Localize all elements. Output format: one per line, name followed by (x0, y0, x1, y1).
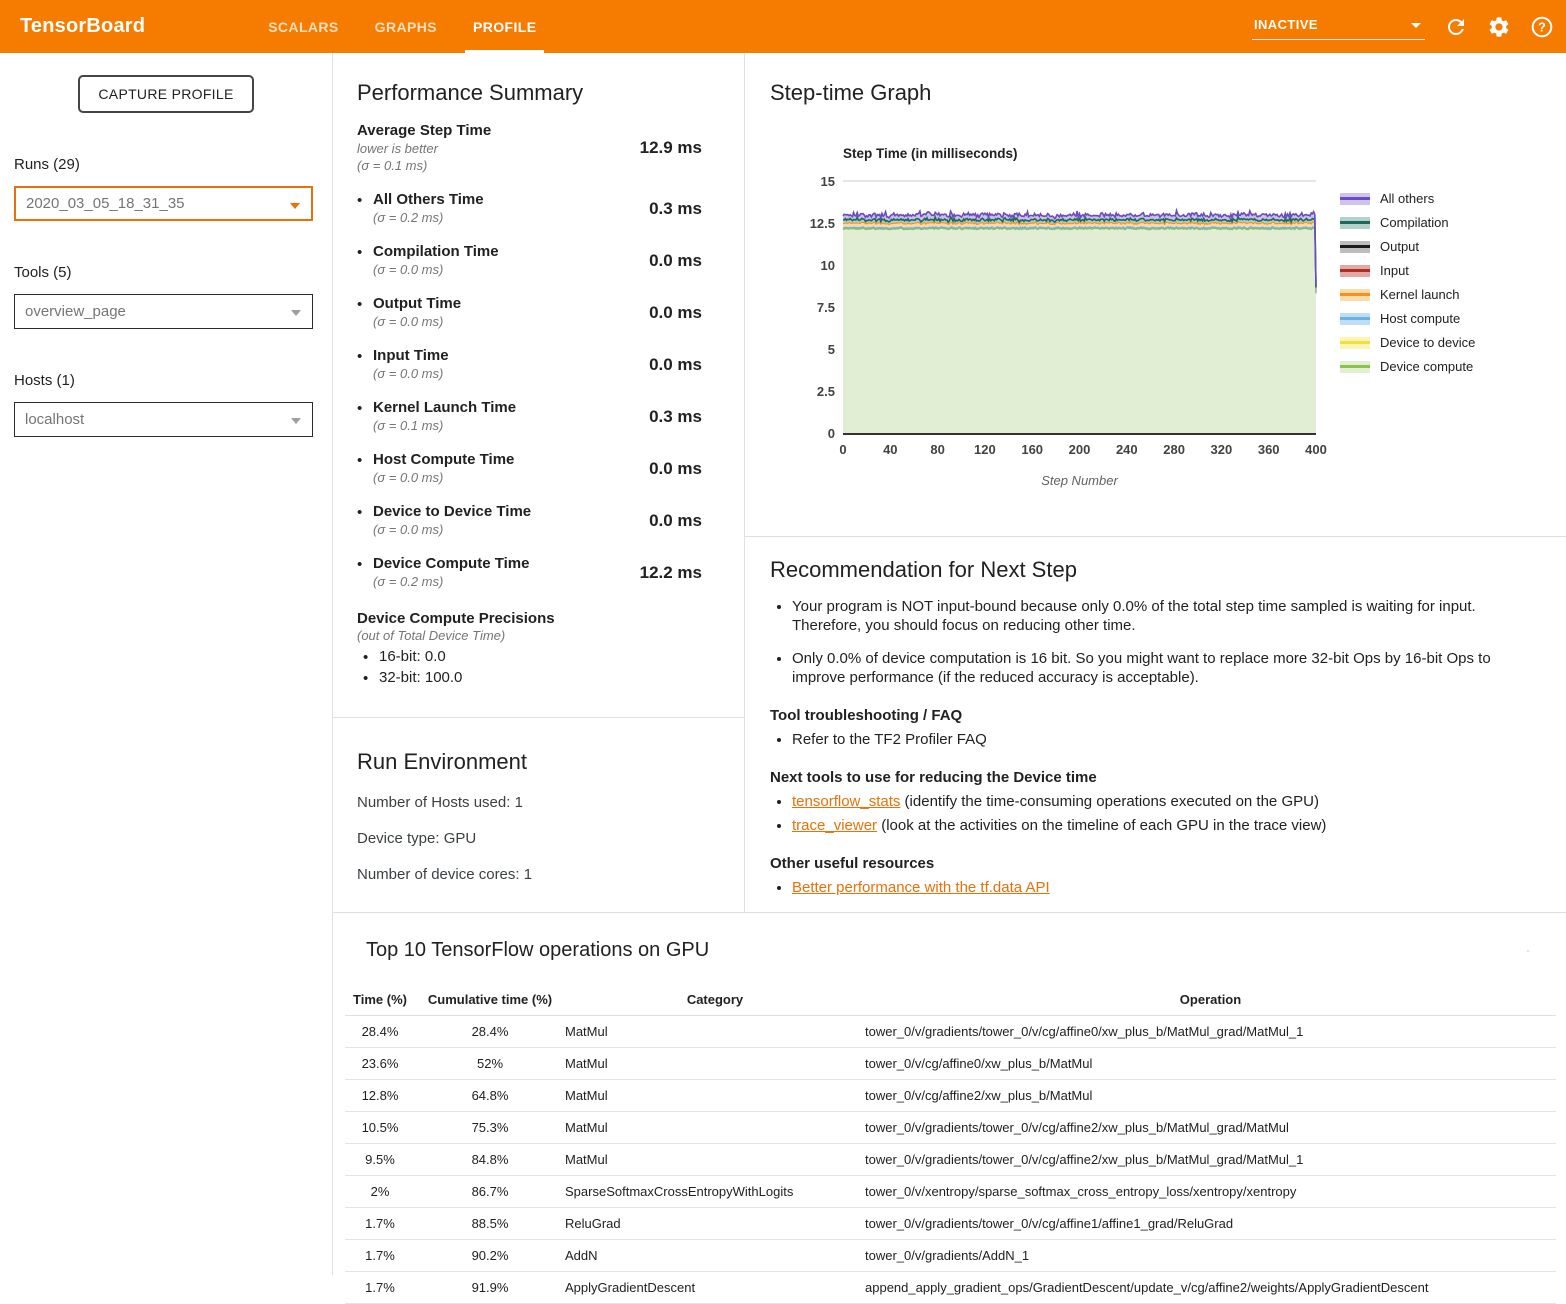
table-cell: append_apply_gradient_ops/GradientDescent/update_v/cg/affine2/weights/ApplyGradientDescent (865, 1272, 1556, 1304)
svg-text:10: 10 (820, 258, 835, 273)
metric-sigma: (σ = 0.1 ms) (373, 418, 444, 433)
metric-row (357, 555, 744, 590)
bullet-icon: • (357, 192, 363, 209)
table-cell: tower_0/v/gradients/tower_0/v/cg/affine0/xw_plus_b/MatMul_grad/MatMul_1 (865, 1016, 1556, 1048)
run-environment-line: Device type: GPU (357, 830, 477, 847)
legend-label: Host compute (1380, 311, 1461, 326)
legend-item (1340, 311, 1475, 326)
resource-link[interactable]: Better performance with the tf.data API (792, 879, 1050, 896)
run-environment-lines (357, 794, 744, 883)
svg-text:12.5: 12.5 (809, 216, 835, 231)
metric-info (357, 347, 449, 382)
svg-text:7.5: 7.5 (816, 300, 835, 315)
gear-icon[interactable] (1487, 15, 1511, 39)
metric-info (357, 503, 531, 538)
table-row (345, 1112, 1556, 1144)
metric-text (373, 347, 449, 382)
next-tools-heading: Next tools to use for reducing the Device time (770, 769, 1097, 786)
table-row (345, 1144, 1556, 1176)
resource-link-item (792, 878, 1521, 897)
recommendation-title: Recommendation for Next Step (770, 557, 1077, 582)
performance-summary-title: Performance Summary (357, 80, 584, 105)
table-cell: 52% (415, 1048, 565, 1080)
metric-text (357, 122, 491, 174)
table-cell: 1.7% (345, 1240, 415, 1272)
table-cell: 75.3% (415, 1112, 565, 1144)
other-resources-heading: Other useful resources (770, 855, 935, 872)
metric-sigma: (σ = 0.1 ms) (357, 158, 428, 173)
metric-label: Input Time (373, 347, 449, 364)
metric-info (357, 451, 514, 486)
svg-text:160: 160 (1021, 442, 1044, 457)
table-cell: 88.5% (415, 1208, 565, 1240)
legend-swatch-icon (1340, 265, 1370, 277)
navbar-actions (1252, 0, 1554, 53)
legend-label: Input (1380, 263, 1409, 278)
svg-text:Step Time (in milliseconds): Step Time (in milliseconds) (843, 146, 1018, 161)
runs-value: 2020_03_05_18_31_35 (26, 195, 185, 212)
bullet-icon: • (357, 504, 363, 521)
run-environment-line: Number of Hosts used: 1 (357, 794, 523, 811)
metric-label: Compilation Time (373, 243, 499, 260)
metric-row (357, 451, 744, 486)
metric-row (357, 503, 744, 538)
table-cell: tower_0/v/gradients/tower_0/v/cg/affine2/xw_plus_b/MatMul_grad/MatMul_1 (865, 1144, 1556, 1176)
table-cell: tower_0/v/cg/affine0/xw_plus_b/MatMul (865, 1048, 1556, 1080)
reload-icon[interactable] (1444, 15, 1468, 39)
chevron-up-icon[interactable] (1520, 946, 1536, 956)
recommendation-section (745, 537, 1566, 897)
metric-label: Device to Device Time (373, 503, 532, 520)
tab-graphs[interactable]: GRAPHS (374, 18, 437, 35)
metric-value: 12.9 ms (639, 138, 702, 157)
svg-text:320: 320 (1210, 442, 1233, 457)
metric-info (357, 122, 491, 174)
legend-item (1340, 335, 1475, 350)
chart-legend (1340, 191, 1475, 383)
help-icon[interactable] (1530, 15, 1554, 39)
table-cell: MatMul (565, 1144, 865, 1176)
app-title: TensorBoard (20, 15, 146, 37)
tab-profile[interactable]: PROFILE (455, 0, 554, 53)
metric-sigma: (σ = 0.0 ms) (373, 262, 444, 277)
legend-swatch-icon (1340, 313, 1370, 325)
table-cell: MatMul (565, 1112, 865, 1144)
column-header: Operation (865, 984, 1556, 1016)
table-cell: tower_0/v/gradients/tower_0/v/cg/affine2/xw_plus_b/MatMul_grad/MatMul (865, 1112, 1556, 1144)
svg-text:0: 0 (827, 426, 835, 441)
metric-label: Device Compute Time (373, 555, 530, 572)
capture-profile-button[interactable]: CAPTURE PROFILE (78, 75, 253, 113)
metric-value: 0.3 ms (649, 406, 702, 426)
svg-text:?: ? (1538, 20, 1546, 35)
legend-swatch-icon (1340, 289, 1370, 301)
table-row (345, 1240, 1556, 1272)
other-resources-list (770, 878, 1521, 897)
legend-label: Compilation (1380, 215, 1449, 230)
legend-swatch-icon (1340, 217, 1370, 229)
column-header: Cumulative time (%) (415, 984, 565, 1016)
table-cell: 28.4% (415, 1016, 565, 1048)
table-cell: 9.5% (345, 1144, 415, 1176)
legend-label: All others (1380, 191, 1435, 206)
table-cell: 91.9% (415, 1272, 565, 1304)
chevron-down-icon (291, 310, 301, 316)
precision-item (357, 647, 744, 668)
precisions-subtitle: (out of Total Device Time) (357, 628, 506, 643)
table-cell: 90.2% (415, 1240, 565, 1272)
metric-label: All Others Time (373, 191, 484, 208)
metric-info (357, 399, 516, 434)
column-header: Time (%) (345, 984, 415, 1016)
metric-note: lower is better (357, 141, 438, 156)
svg-text:360: 360 (1257, 442, 1280, 457)
table-cell: 86.7% (415, 1176, 565, 1208)
table-row (345, 1016, 1556, 1048)
legend-swatch-icon (1340, 241, 1370, 253)
precision-item (357, 668, 744, 689)
metric-value: 0.0 ms (649, 250, 702, 270)
step-time-chart-area (793, 136, 1566, 488)
main-content (333, 53, 1566, 1295)
table-cell: ReluGrad (565, 1208, 865, 1240)
metric-label: Kernel Launch Time (373, 399, 517, 416)
table-cell: 64.8% (415, 1080, 565, 1112)
column-header: Category (565, 984, 865, 1016)
metric-text (373, 399, 516, 434)
tools-label: Tools (5) (14, 264, 72, 281)
table-cell: 1.7% (345, 1272, 415, 1304)
table-cell: SparseSoftmaxCrossEntropyWithLogits (565, 1176, 865, 1208)
metric-text (373, 503, 531, 538)
svg-text:120: 120 (974, 442, 996, 457)
metric-label: Host Compute Time (373, 451, 515, 468)
runs-dropdown[interactable] (14, 186, 313, 221)
metric-row (357, 191, 744, 226)
svg-text:40: 40 (883, 442, 898, 457)
metric-row (357, 122, 744, 174)
table-row (345, 1176, 1556, 1208)
table-cell: 28.4% (345, 1016, 415, 1048)
bullet-icon: • (357, 244, 363, 261)
bullet-icon: • (357, 400, 363, 417)
top10-title: Top 10 TensorFlow operations on GPU (366, 939, 710, 961)
tab-scalars[interactable]: SCALARS (268, 18, 339, 35)
legend-label: Device to device (1380, 335, 1476, 350)
top-navbar (0, 0, 1566, 53)
recommendation-item: • Only 0.0% of device computation is 16 bit. So you might want to replace more 32-bit Ops by 16-bit Ops to improve performance (if the reduced accuracy is acceptable). (792, 649, 1521, 687)
metric-sigma: (σ = 0.0 ms) (373, 314, 444, 329)
run-environment-line: Number of device cores: 1 (357, 866, 533, 883)
metrics-list (357, 122, 744, 590)
svg-text:5: 5 (827, 342, 835, 357)
step-time-chart (793, 136, 1328, 488)
metric-sigma: (σ = 0.2 ms) (373, 574, 444, 589)
table-cell: 1.7% (345, 1208, 415, 1240)
metric-sigma: (σ = 0.0 ms) (373, 366, 444, 381)
table-cell: MatMul (565, 1016, 865, 1048)
faq-item: • Refer to the TF2 Profiler FAQ (792, 730, 1521, 749)
bullet-icon: • (357, 348, 363, 365)
table-row (345, 1208, 1556, 1240)
svg-text:15: 15 (820, 174, 835, 189)
metric-row (357, 243, 744, 278)
chevron-down-icon (290, 203, 300, 209)
precision-text: 16-bit: 0.0 (379, 648, 446, 665)
table-cell: tower_0/v/gradients/AddN_1 (865, 1240, 1556, 1272)
legend-item (1340, 263, 1475, 278)
table-cell: 23.6% (345, 1048, 415, 1080)
chevron-down-icon (291, 418, 301, 424)
nav-tabs (250, 0, 554, 53)
bullet-icon: • (357, 556, 363, 573)
table-cell: tower_0/v/gradients/tower_0/v/cg/affine1/affine1_grad/ReluGrad (865, 1208, 1556, 1240)
top10-operations-section (333, 912, 1566, 1295)
metric-value: 0.0 ms (649, 302, 702, 322)
legend-swatch-icon (1340, 361, 1370, 373)
svg-text:2.5: 2.5 (816, 384, 835, 399)
hosts-label: Hosts (1) (14, 372, 75, 389)
table-cell: MatMul (565, 1080, 865, 1112)
table-cell: tower_0/v/cg/affine2/xw_plus_b/MatMul (865, 1080, 1556, 1112)
legend-swatch-icon (1340, 337, 1370, 349)
tool-link[interactable]: trace_viewer (792, 817, 878, 834)
legend-item (1340, 191, 1475, 206)
table-cell: tower_0/v/xentropy/sparse_softmax_cross_entropy_loss/xentropy/xentropy (865, 1176, 1556, 1208)
tool-link[interactable]: tensorflow_stats (792, 793, 901, 810)
table-cell: 10.5% (345, 1112, 415, 1144)
legend-item (1340, 287, 1475, 302)
metric-sigma: (σ = 0.2 ms) (373, 210, 444, 225)
step-time-graph-title: Step-time Graph (770, 80, 932, 105)
svg-text:80: 80 (930, 442, 945, 457)
legend-swatch-icon (1340, 193, 1370, 205)
legend-label: Output (1380, 239, 1420, 254)
step-time-graph-section (745, 53, 1566, 537)
table-header-row (345, 984, 1556, 1016)
table-cell: AddN (565, 1240, 865, 1272)
table-cell: ApplyGradientDescent (565, 1272, 865, 1304)
chevron-down-icon (1411, 23, 1421, 28)
metric-info (357, 295, 461, 330)
legend-label: Kernel launch (1380, 287, 1460, 302)
tool-link-item: • tensorflow_stats (identify the time-consuming operations executed on the GPU) (792, 792, 1521, 811)
precisions-title: Device Compute Precisions (357, 610, 555, 627)
bullet-icon: • (363, 649, 369, 666)
legend-item (1340, 215, 1475, 230)
table-row (345, 1272, 1556, 1304)
faq-heading: Tool troubleshooting / FAQ (770, 707, 963, 724)
hosts-dropdown[interactable] (14, 402, 313, 437)
svg-text:400: 400 (1305, 442, 1327, 457)
metric-text (373, 451, 514, 486)
legend-label: Device compute (1380, 359, 1474, 374)
status-dropdown[interactable] (1252, 13, 1425, 40)
table-row (345, 1080, 1556, 1112)
metric-info (357, 555, 529, 590)
hosts-value: localhost (25, 411, 85, 428)
tools-value: overview_page (25, 303, 126, 320)
bullet-icon: • (363, 670, 369, 687)
tool-link-item: • trace_viewer (look at the activities on the timeline of each GPU in the trace view) (792, 816, 1521, 835)
metric-value: 0.0 ms (649, 510, 702, 530)
next-tools-list (770, 792, 1521, 835)
metric-info (357, 191, 484, 226)
table-cell: MatMul (565, 1048, 865, 1080)
run-environment-section (333, 718, 744, 883)
faq-list (770, 730, 1521, 749)
bullet-icon: • (357, 452, 363, 469)
precisions-list (357, 647, 744, 689)
sidebar (0, 53, 333, 1275)
tools-dropdown[interactable] (14, 294, 313, 329)
runs-label: Runs (29) (14, 156, 80, 173)
precision-text: 32-bit: 100.0 (379, 669, 463, 686)
metric-label: Average Step Time (357, 122, 492, 139)
metric-row (357, 347, 744, 382)
metric-value: 0.3 ms (649, 198, 702, 218)
table-cell: 84.8% (415, 1144, 565, 1176)
metric-value: 0.0 ms (649, 458, 702, 478)
svg-text:240: 240 (1115, 442, 1138, 457)
metric-text (373, 243, 499, 278)
metric-text (373, 191, 484, 226)
status-label: INACTIVE (1254, 17, 1318, 32)
metric-sigma: (σ = 0.0 ms) (373, 522, 444, 537)
metric-text (373, 555, 529, 590)
metric-value: 0.0 ms (649, 354, 702, 374)
svg-text:Step Number: Step Number (1041, 473, 1118, 488)
table-cell: 2% (345, 1176, 415, 1208)
metric-info (357, 243, 499, 278)
svg-text:0: 0 (839, 442, 847, 457)
legend-item (1340, 359, 1475, 374)
metric-text (373, 295, 461, 330)
svg-text:280: 280 (1163, 442, 1185, 457)
metric-value: 12.2 ms (639, 562, 702, 582)
table-cell: 12.8% (345, 1080, 415, 1112)
recommendation-bullets (770, 597, 1521, 687)
top10-operations-table (345, 984, 1556, 1304)
legend-item (1340, 239, 1475, 254)
bullet-icon: • (357, 296, 363, 313)
metric-row (357, 295, 744, 330)
performance-summary-section (333, 53, 744, 718)
table-row (345, 1048, 1556, 1080)
metric-label: Output Time (373, 295, 462, 312)
recommendation-item: • Your program is NOT input-bound because only 0.0% of the total step time sampled is waiting for input. Therefore, you should focus on reducing other time. (792, 597, 1521, 635)
run-environment-title: Run Environment (357, 749, 527, 774)
metric-row (357, 399, 744, 434)
svg-text:200: 200 (1068, 442, 1091, 457)
metric-sigma: (σ = 0.0 ms) (373, 470, 444, 485)
